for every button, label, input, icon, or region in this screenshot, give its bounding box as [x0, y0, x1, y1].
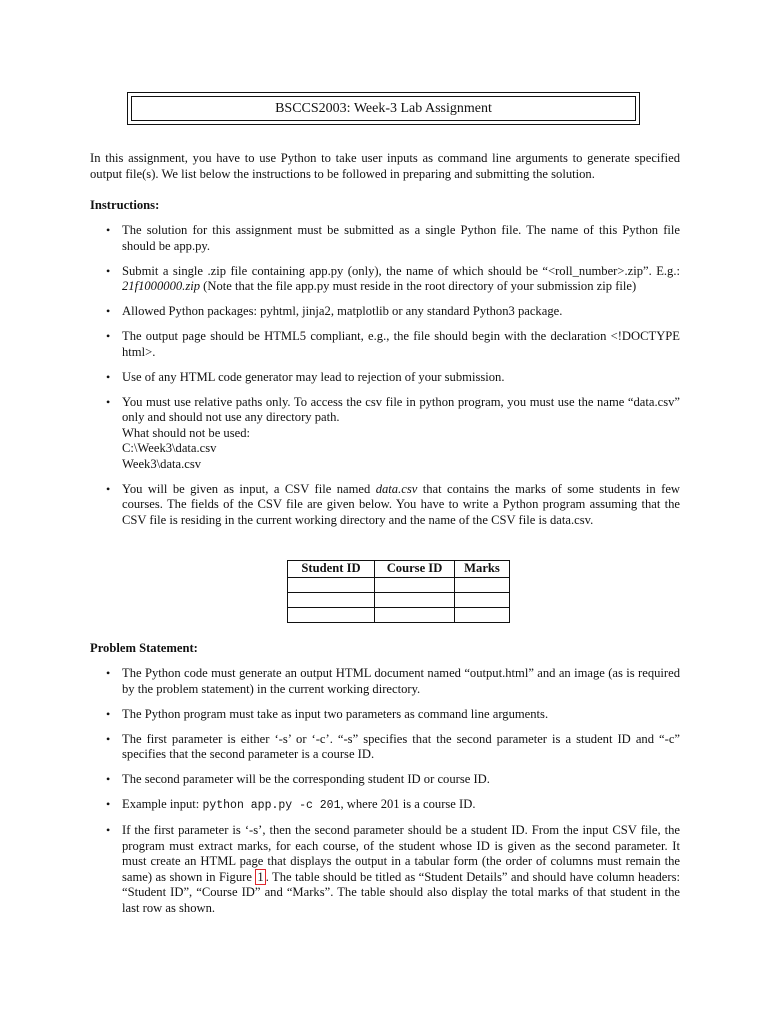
item-text: Example input: — [122, 797, 203, 811]
table-cell — [288, 577, 375, 592]
page-title: BSCCS2003: Week-3 Lab Assignment — [131, 96, 636, 121]
table-cell — [375, 577, 455, 592]
bullet-icon: • — [106, 666, 111, 680]
item-text: . The table should be titled as “Student Details” and should have column headers: “Student ID”, “Course ID” and “Marks”. The table should also display the total marks of that student in the last row as shown. — [122, 869, 680, 915]
table-cell — [455, 592, 510, 607]
item-text: Submit a single .zip file containing app.py (only), the name of which should be “<roll_number>.zip”. E.g.: — [122, 263, 680, 278]
item-text: Use of any HTML code generator may lead to rejection of your submission. — [122, 369, 505, 384]
item-text: that contains the marks of some students in few courses. The fields of the CSV file are given below. You have to write a Python program assuming that the CSV file is residing in the current working directory and the name of the CSV file is data.csv. — [122, 481, 681, 527]
bullet-icon: • — [106, 394, 111, 409]
list-item — [90, 732, 680, 763]
figure-link[interactable]: 1 — [257, 869, 264, 884]
table-cell — [288, 592, 375, 607]
item-text: Allowed Python packages: pyhtml, jinja2, matplotlib or any standard Python3 package. — [122, 304, 563, 318]
bullet-icon: • — [106, 772, 111, 786]
list-item — [90, 223, 680, 254]
list-item — [90, 395, 680, 473]
table-row — [288, 607, 510, 622]
example-command: python app.py -c 201 — [202, 799, 341, 812]
bullet-icon: • — [106, 223, 111, 237]
list-item — [90, 666, 680, 697]
item-text: The Python program must take as input two parameters as command line arguments. — [122, 706, 549, 721]
bullet-icon: • — [106, 329, 111, 343]
list-item — [90, 823, 680, 916]
instructions-heading: Instructions: — [90, 198, 160, 212]
bullet-icon: • — [106, 369, 111, 384]
item-text: , where 201 is a course ID. — [340, 797, 476, 811]
bullet-icon: • — [106, 263, 111, 278]
item-line: What should not be used: — [122, 425, 251, 440]
list-item — [90, 707, 680, 723]
table-cell — [288, 607, 375, 622]
item-text: You will be given as input, a CSV file named — [122, 481, 376, 496]
column-header: Student ID — [288, 561, 375, 578]
table-cell — [375, 592, 455, 607]
table-header-row — [288, 561, 510, 578]
list-item — [90, 304, 680, 320]
title-box — [127, 92, 640, 125]
instructions-list — [90, 223, 680, 538]
bullet-icon: • — [106, 706, 111, 721]
item-text: You must use relative paths only. To access the csv file in python program, you must use the name “data.csv” only and should not use any directory path. — [122, 394, 680, 424]
list-item — [90, 797, 680, 814]
column-header: Course ID — [375, 561, 455, 578]
list-item — [90, 264, 680, 295]
item-text: The second parameter will be the corresponding student ID or course ID. — [122, 772, 490, 786]
table-row — [288, 592, 510, 607]
list-item — [90, 370, 680, 386]
item-text: The Python code must generate an output HTML document named “output.html” and an image (as is required by the problem statement) in the current working directory. — [122, 666, 680, 696]
item-text: The solution for this assignment must be submitted as a single Python file. The name of this Python file should be app.py. — [122, 223, 680, 253]
bullet-icon: • — [106, 481, 111, 496]
csv-filename: data.csv — [375, 481, 418, 496]
column-header: Marks — [455, 561, 510, 578]
table-cell — [455, 607, 510, 622]
list-item — [90, 772, 680, 788]
csv-fields-table — [287, 560, 510, 623]
bullet-icon: • — [106, 304, 111, 318]
item-text: The first parameter is either ‘-s’ or ‘-c’. “-s” specifies that the second parameter is a student ID and “-c” specifies that the second parameter is a course ID. — [122, 731, 680, 761]
zip-name-example: 21f1000000.zip — [122, 279, 201, 293]
list-item — [90, 329, 680, 360]
intro-paragraph: In this assignment, you have to use Python to take user inputs as command line arguments to generate specified output file(s). We list below the instructions to be followed in preparing and submitting the solution. — [90, 151, 680, 181]
table-cell — [375, 607, 455, 622]
bullet-icon: • — [106, 823, 111, 837]
bullet-icon: • — [106, 731, 111, 746]
item-text: (Note that the file app.py must reside in the root directory of your submission zip file) — [200, 279, 637, 293]
item-text: If the first parameter is ‘-s’, then the second parameter should be a student ID. From the input CSV file, the program must extract marks, for each course, of the student whose ID is given as the second parameter. It must create an HTML page that displays the output in a tabular form (the order of columns must remain the same) as shown in Figure — [122, 823, 680, 884]
problem-statement-list — [90, 666, 680, 926]
table-row — [288, 577, 510, 592]
list-item — [90, 482, 680, 529]
problem-statement-heading: Problem Statement: — [90, 641, 198, 655]
path-example: Week3\data.csv — [122, 456, 202, 471]
table-cell — [455, 577, 510, 592]
bullet-icon: • — [106, 797, 111, 811]
item-text: The output page should be HTML5 compliant, e.g., the file should begin with the declaration <!DOCTYPE html>. — [122, 329, 680, 359]
path-example: C:\Week3\data.csv — [122, 441, 217, 455]
